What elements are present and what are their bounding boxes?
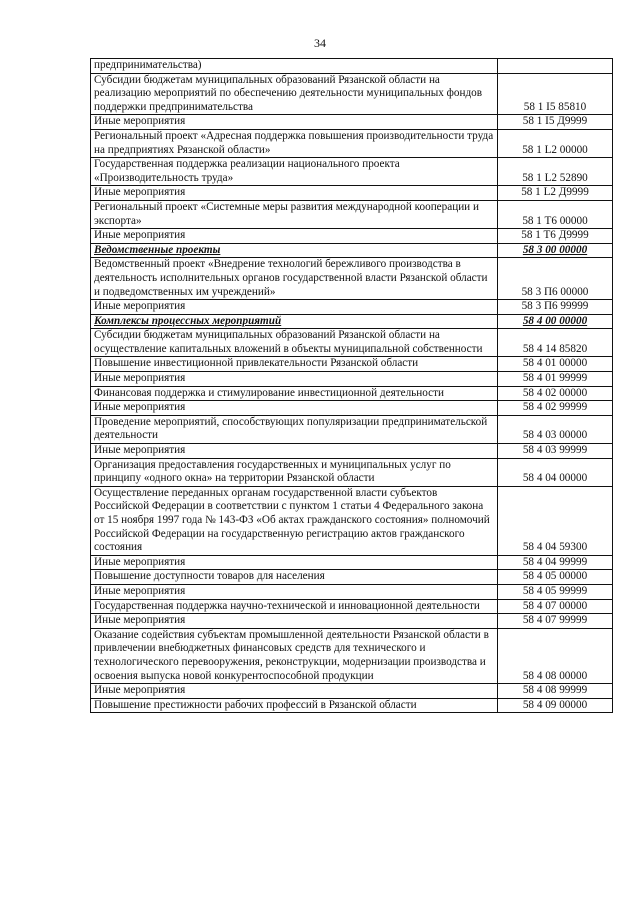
table-row (91, 158, 613, 186)
table-row (91, 229, 613, 244)
section-row (91, 314, 613, 329)
table-row (91, 115, 613, 130)
row-code: 58 4 04 59300 (498, 486, 613, 555)
row-code: 58 4 08 00000 (498, 628, 613, 683)
row-code: 58 4 04 99999 (498, 555, 613, 570)
row-name: Иные мероприятия (91, 584, 498, 599)
row-name: Иные мероприятия (91, 444, 498, 459)
table-row (91, 415, 613, 443)
row-code: 58 1 T6 00000 (498, 200, 613, 228)
row-code (498, 59, 613, 74)
row-code: 58 4 03 00000 (498, 415, 613, 443)
table-row (91, 73, 613, 115)
row-name: Ведомственный проект «Внедрение технологий бережливого производства в деятельность исполнительных органов государственной власти Рязанской области и подведомственных им учреждений» (91, 258, 498, 300)
row-name: Иные мероприятия (91, 115, 498, 130)
row-name: Иные мероприятия (91, 401, 498, 416)
table-row (91, 186, 613, 201)
row-code: 58 1 L2 Д9999 (498, 186, 613, 201)
row-name: предпринимательства) (91, 59, 498, 74)
row-name: Региональный проект «Системные меры развития международной кооперации и экспорта» (91, 200, 498, 228)
row-code: 58 1 I5 Д9999 (498, 115, 613, 130)
row-code: 58 4 09 00000 (498, 698, 613, 713)
row-code: 58 4 01 99999 (498, 372, 613, 387)
table-row (91, 684, 613, 699)
table-row (91, 458, 613, 486)
row-code: 58 4 08 99999 (498, 684, 613, 699)
row-name: Иные мероприятия (91, 186, 498, 201)
row-name: Региональный проект «Адресная поддержка повышения производительности труда на предприятиях Рязанской области» (91, 129, 498, 157)
row-name: Государственная поддержка реализации национального проекта «Производительность труда» (91, 158, 498, 186)
row-code: 58 4 07 00000 (498, 599, 613, 614)
row-code: 58 3 П6 99999 (498, 300, 613, 315)
row-code: 58 4 14 85820 (498, 329, 613, 357)
table-row (91, 570, 613, 585)
row-name: Оказание содействия субъектам промышленной деятельности Рязанской области в привлечении внебюджетных финансовых средств для технического и технологического перевооружения, реконструкции, модернизации производства и освоения выпуска новой конкурентоспособной продукции (91, 628, 498, 683)
table-row (91, 614, 613, 629)
row-name: Государственная поддержка научно-технической и инновационной деятельности (91, 599, 498, 614)
row-name: Повышение престижности рабочих профессий в Рязанской области (91, 698, 498, 713)
row-name: Ведомственные проекты (91, 243, 498, 258)
row-code: 58 4 01 00000 (498, 357, 613, 372)
table-row (91, 401, 613, 416)
table-row (91, 599, 613, 614)
row-name: Проведение мероприятий, способствующих популяризации предпринимательской деятельности (91, 415, 498, 443)
table-row (91, 200, 613, 228)
row-name: Финансовая поддержка и стимулирование инвестиционной деятельности (91, 386, 498, 401)
table-row (91, 486, 613, 555)
row-code: 58 1 T6 Д9999 (498, 229, 613, 244)
row-code: 58 1 L2 00000 (498, 129, 613, 157)
row-name: Иные мероприятия (91, 300, 498, 315)
budget-classification-table (90, 58, 613, 713)
row-code: 58 4 04 00000 (498, 458, 613, 486)
row-code: 58 4 05 99999 (498, 584, 613, 599)
row-code: 58 4 02 00000 (498, 386, 613, 401)
table-row (91, 444, 613, 459)
row-name: Организация предоставления государственных и муниципальных услуг по принципу «одного окна» на территории Рязанской области (91, 458, 498, 486)
row-code: 58 1 L2 52890 (498, 158, 613, 186)
table-row (91, 329, 613, 357)
row-name: Иные мероприятия (91, 229, 498, 244)
row-code: 58 4 03 99999 (498, 444, 613, 459)
table-row (91, 258, 613, 300)
page-number: 34 (314, 36, 326, 50)
row-code: 58 4 07 99999 (498, 614, 613, 629)
table-row (91, 555, 613, 570)
table-row (91, 59, 613, 74)
row-name: Субсидии бюджетам муниципальных образований Рязанской области на осуществление капитальных вложений в объекты муниципальной собственности (91, 329, 498, 357)
row-code: 58 3 П6 00000 (498, 258, 613, 300)
table-row (91, 698, 613, 713)
row-name: Комплексы процессных мероприятий (91, 314, 498, 329)
table-row (91, 129, 613, 157)
row-name: Субсидии бюджетам муниципальных образований Рязанской области на реализацию мероприятий по обеспечению деятельности муниципальных фондов поддержки предпринимательства (91, 73, 498, 115)
table-row (91, 386, 613, 401)
row-name: Иные мероприятия (91, 684, 498, 699)
table-row (91, 628, 613, 683)
row-code: 58 4 05 00000 (498, 570, 613, 585)
row-name: Иные мероприятия (91, 372, 498, 387)
table-row (91, 584, 613, 599)
row-name: Повышение доступности товаров для населения (91, 570, 498, 585)
table-row (91, 357, 613, 372)
section-row (91, 243, 613, 258)
row-code: 58 3 00 00000 (498, 243, 613, 258)
row-name: Осуществление переданных органам государственной власти субъектов Российской Федерации в соответствии с пунктом 1 статьи 4 Федерального закона от 15 ноября 1997 года № 143-ФЗ «Об актах гражданского состояния» полномочий Российской Федерации на государственную регистрацию актов гражданского состояния (91, 486, 498, 555)
table-row (91, 300, 613, 315)
row-name: Иные мероприятия (91, 614, 498, 629)
table-row (91, 372, 613, 387)
row-name: Иные мероприятия (91, 555, 498, 570)
row-code: 58 1 I5 85810 (498, 73, 613, 115)
row-name: Повышение инвестиционной привлекательности Рязанской области (91, 357, 498, 372)
row-code: 58 4 02 99999 (498, 401, 613, 416)
row-code: 58 4 00 00000 (498, 314, 613, 329)
